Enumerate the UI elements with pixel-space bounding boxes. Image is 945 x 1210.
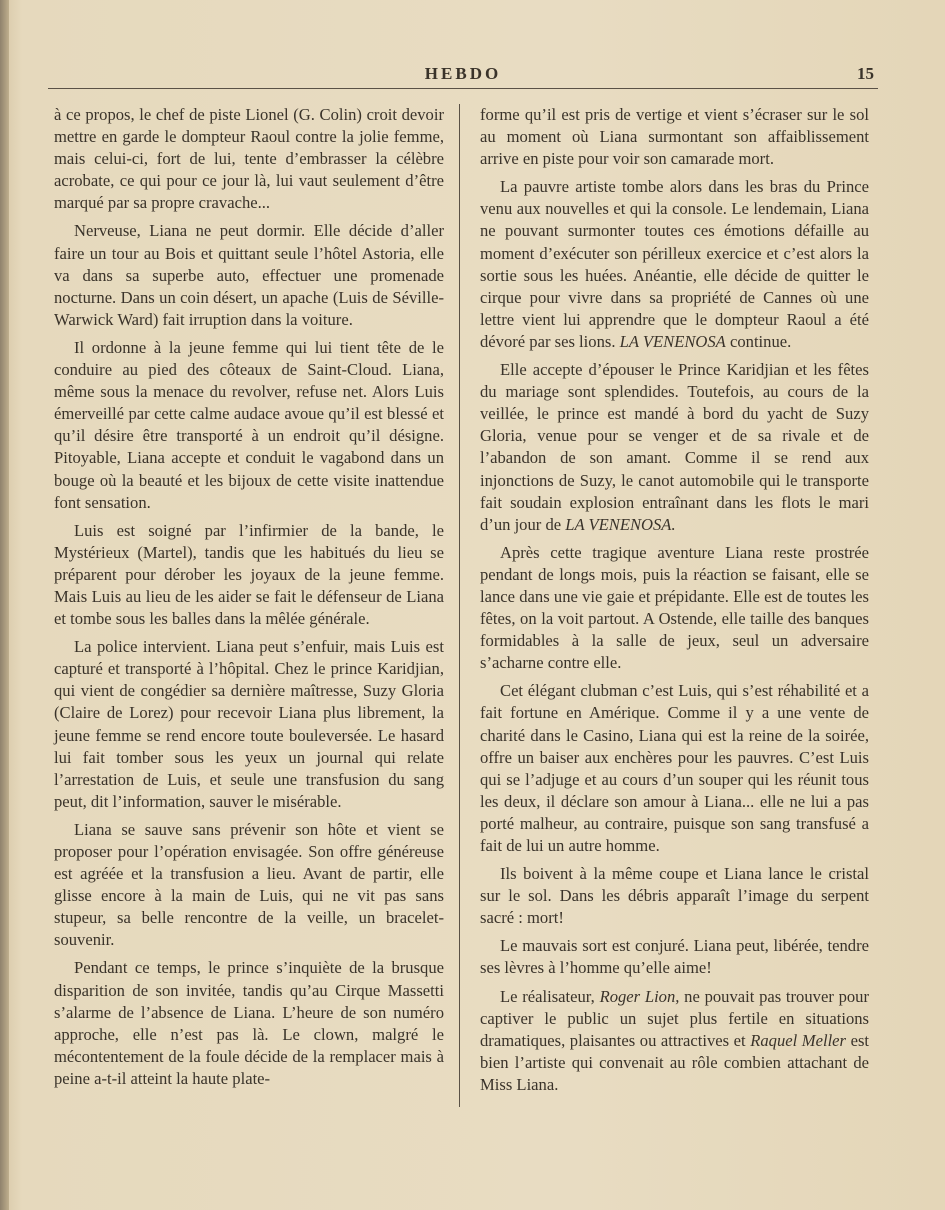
page-header [48, 62, 878, 88]
left-column [54, 104, 444, 1096]
paragraph: Cet élégant clubman c’est Luis, qui s’est réhabilité et a fait fortune en Amérique. Comme il y a une vente de charité dans le Casino, Liana qui est la reine de la soirée, offre un baiser aux enchères pour les pauvres. C’est Luis qui se l’adjuge et au cours d’un souper qui les réunit tous les deux, il déclare son amour à Liana... elle ne lui a pas porté malheur, au contraire, puisque son sang transfusé a fait de lui un autre homme. [480, 681, 869, 855]
paragraph: Après cette tragique aventure Liana reste prostrée pendant de longs mois, puis la réaction se faisant, elle se lance dans une vie gaie et prépidante. Elle est de toutes les fêtes, on la voit partout. A Ostende, elle taille des banques formidables à la salle de jeux, seul un adversaire s’acharne contre elle. [480, 542, 869, 673]
paragraph: Il ordonne à la jeune femme qui lui tient tête de le conduire au pied des côteaux de Saint-Cloud. Liana, même sous la menace du revolver, refuse net. Alors Luis émerveillé par cette calme audace avoue qu’il est blessé et qu’il désire être transporté à un endroit qu’il désigne. Pitoyable, Liana accepte et conduit le vagabond dans un bouge où la beauté et les bijoux de cette visite inattendue font sensation. [54, 337, 444, 512]
paragraph-text: ne pouvait pas trouver pour captiver le public un sujet plus fertile en situations dramatiques, plaisantes ou attractives et [480, 986, 869, 1050]
actress-name: Raquel Meller [750, 1030, 847, 1050]
paragraph [480, 359, 869, 536]
director-name: Roger Lion, [599, 986, 680, 1006]
paragraph: Luis est soigné par l’infirmier de la bande, le Mystérieux (Martel), tandis que les habitués du lieu se préparent pour dérober les joyaux de la jeune femme. Mais Luis au lieu de les aider se fait le défenseur de Liana et tombe sous les balles dans la mêlée générale. [54, 520, 444, 629]
paragraph: Liana se sauve sans prévenir son hôte et vient se proposer pour l’opération envisagée. Son offre généreuse est agréée et la transfusion a lieu. Avant de partir, elle glisse encore à la main de Luis, qui ne vit pas sans stupeur, sa belle rencontre de la veille, un bracelet-souvenir. [54, 819, 444, 950]
film-title: LA VENENOSA [619, 331, 726, 351]
paragraph: La police intervient. Liana peut s’enfuir, mais Luis est capturé et transporté à l’hôpital. Chez le prince Karidjian, qui vient de congédier sa dernière maîtresse, Suzy Gloria (Claire de Lorez) pour recevoir Liana plus librement, la jeune femme se rend encore toute bouleversée. Le hasard lui fait tomber sous les yeux un journal qui relate l’arrestation de Luis, et seule une transfusion du sang peut, dit l’information, sauver le misérable. [54, 637, 444, 811]
paragraph: Nerveuse, Liana ne peut dormir. Elle décide d’aller faire un tour au Bois et quittant seule l’hôtel Astoria, elle va dans sa superbe auto, effectuer une promenade nocturne. Dans un coin désert, un apache (Luis de Séville-Warwick Ward) fait irruption dans la voiture. [54, 221, 444, 329]
paragraph-text: continue. [729, 331, 792, 351]
paragraph: Pendant ce temps, le prince s’inquiète de la brusque disparition de son invitée, tandis qu’au Cirque Massetti s’alarme de l’absence de Liana. L’heure de son numéro approche, elle n’est pas là. Le clown, malgré le mécontentement de la foule décide de la remplacer mais à peine a-t-il atteint la haute plate- [54, 958, 444, 1088]
paragraph-text: Elle accepte d’épouser le Prince Karidjian et les fêtes du mariage sont splendides. Toutefois, au cours de la veillée, le prince est mandé à bord du yacht de Suzy Gloria, venue pour se venger et de sa rivale et de l’abandon de son amant. Comme il se rend aux injonctions de Suzy, le canot automobile qui le transporte fait soudain explosion entraînant dans les flots le mari d’un jour de [480, 360, 869, 534]
paragraph [480, 176, 869, 353]
page-number: 15 [857, 64, 874, 83]
paragraph: forme qu’il est pris de vertige et vient s’écraser sur le sol au moment où Liana surmontant son affaiblissement arrive en piste pour voir son camarade mort. [480, 105, 869, 169]
paragraph: Le mauvais sort est conjuré. Liana peut, libérée, tendre ses lèvres à l’homme qu’elle aime! [480, 936, 869, 978]
paragraph [480, 986, 869, 1096]
column-divider [459, 104, 460, 1107]
paragraph: Ils boivent à la même coupe et Liana lance le cristal sur le sol. Dans les débris apparaît l’image du serpent sacré : mort! [480, 864, 869, 928]
page-binding-edge [0, 0, 9, 1210]
paragraph-text: est bien l’artiste qui convenait au rôle combien attachant de Miss Liana. [480, 1030, 870, 1094]
paragraph: à ce propos, le chef de piste Lionel (G. Colin) croit devoir mettre en garde le dompteur Raoul contre la jolie femme, mais celui-ci, fort de lui, tente d’embrasser la célèbre acrobate, ce qui pour ce jour là, lui vaut seulement d’être marqué par sa propre cravache... [54, 105, 444, 213]
paragraph-text: Le réalisateur, [500, 986, 595, 1006]
header-rule [48, 88, 878, 89]
film-title: LA VENENOSA. [565, 514, 676, 534]
magazine-title: HEBDO [424, 64, 502, 83]
paragraph-text: La pauvre artiste tombe alors dans les bras du Prince venu aux nouvelles et qui la console. Le lendemain, Liana ne pouvant surmonter toutes ces émotions défaille au moment d’exécuter son périlleux exercice et c’est alors la sortie sous les huées. Anéantie, elle décide de quitter le cirque pour vivre dans sa propriété de Cannes où une lettre vient lui apprendre que le dompteur Raoul a été dévoré par ses lions. [480, 177, 869, 351]
right-column [480, 104, 869, 1102]
